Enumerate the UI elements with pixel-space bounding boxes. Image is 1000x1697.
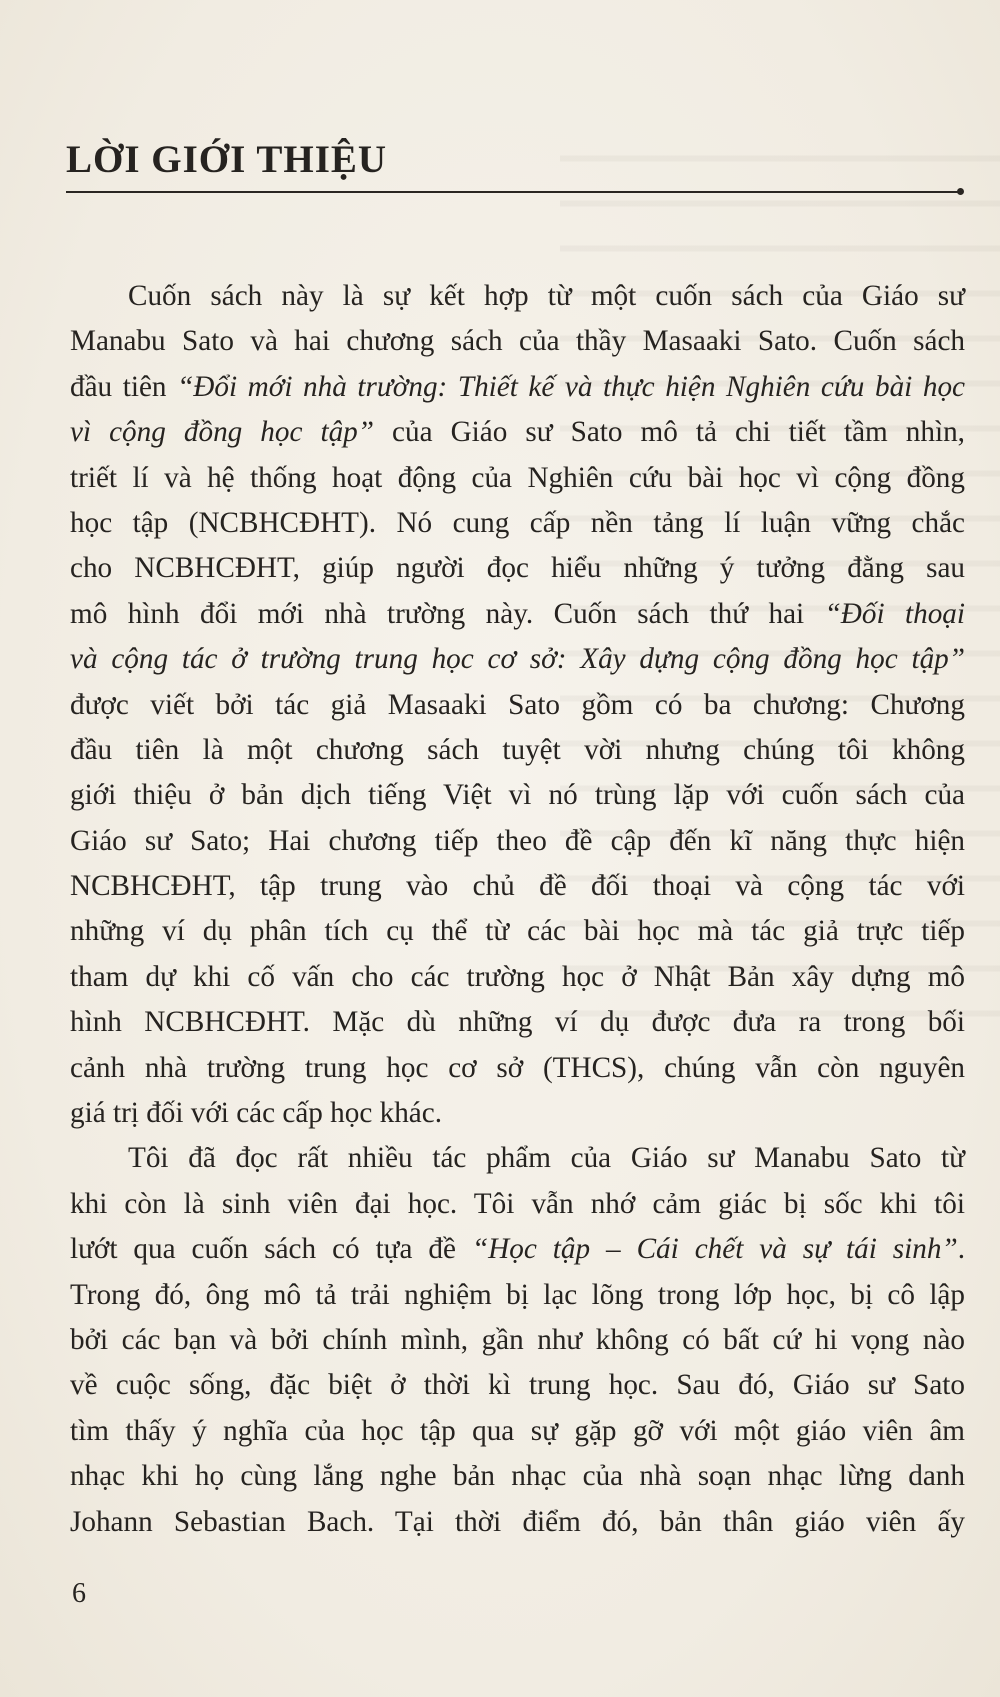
text-line — [70, 410, 965, 455]
book-title-italic: và cộng tác ở trường trung học cơ sở: Xây dựng cộng đồng học tập” — [70, 643, 965, 676]
page-number: 6 — [72, 1578, 86, 1609]
title-underline — [66, 191, 963, 193]
text-run: của Giáo sư Sato mô tả chi tiết tầm nhìn, — [374, 416, 965, 449]
text-line: cảnh nhà trường trung học cơ sở (THCS), chúng vẫn còn nguyên — [70, 1051, 965, 1084]
book-title-italic: vì cộng đồng học tập” — [70, 416, 375, 449]
text-line: những ví dụ phân tích cụ thể từ các bài học mà tác giả trực tiếp — [70, 915, 965, 948]
body-text — [70, 274, 965, 1545]
text-run: mô hình đổi mới nhà trường này. Cuốn sách thứ hai — [70, 597, 825, 630]
text-line: Manabu Sato và hai chương sách của thầy Masaaki Sato. Cuốn sách — [70, 325, 965, 358]
text-line: Giáo sư Sato; Hai chương tiếp theo đề cập đến kĩ năng thực hiện — [70, 824, 965, 857]
text-run: . — [957, 1233, 965, 1266]
text-run: đầu tiên — [70, 370, 178, 403]
text-line: Johann Sebastian Bach. Tại thời điểm đó, bản thân giáo viên ấy — [70, 1505, 965, 1538]
text-line: bởi các bạn và bởi chính mình, gần như không có bất cứ hi vọng nào — [70, 1323, 965, 1356]
text-line: nhạc khi họ cùng lắng nghe bản nhạc của nhà soạn nhạc lừng danh — [70, 1460, 965, 1493]
text-line: triết lí và hệ thống hoạt động của Nghiên cứu bài học vì cộng đồng — [70, 461, 965, 494]
text-line — [70, 637, 965, 682]
text-run: lướt qua cuốn sách có tựa đề — [70, 1233, 472, 1266]
text-line: đầu tiên là một chương sách tuyệt vời nhưng chúng tôi không — [70, 733, 965, 766]
text-line: tìm thấy ý nghĩa của học tập qua sự gặp gỡ với một giáo viên âm — [70, 1414, 965, 1447]
paragraph-1 — [70, 274, 965, 1136]
text-line: được viết bởi tác giả Masaaki Sato gồm có ba chương: Chương — [70, 688, 965, 721]
text-line: học tập (NCBHCĐHT). Nó cung cấp nền tảng lí luận vững chắc — [70, 506, 965, 539]
text-line: Cuốn sách này là sự kết hợp từ một cuốn sách của Giáo sư — [128, 280, 965, 312]
text-line: khi còn là sinh viên đại học. Tôi vẫn nhớ cảm giác bị sốc khi tôi — [70, 1187, 965, 1220]
text-line — [70, 365, 965, 410]
paragraph-2 — [70, 1136, 965, 1545]
book-title-italic: “Đổi mới nhà trường: Thiết kế và thực hiện Nghiên cứu bài học — [177, 370, 965, 403]
text-line: về cuộc sống, đặc biệt ở thời kì trung học. Sau đó, Giáo sư Sato — [70, 1369, 965, 1402]
text-line: hình NCBHCĐHT. Mặc dù những ví dụ được đưa ra trong bối — [70, 1006, 965, 1039]
text-line: tham dự khi cố vấn cho các trường học ở Nhật Bản xây dựng mô — [70, 960, 965, 993]
text-line: giới thiệu ở bản dịch tiếng Việt vì nó trùng lặp với cuốn sách của — [70, 779, 965, 812]
text-line: Trong đó, ông mô tả trải nghiệm bị lạc lõng trong lớp học, bị cô lập — [70, 1278, 965, 1311]
text-line — [70, 592, 965, 637]
text-line: NCBHCĐHT, tập trung vào chủ đề đối thoại và cộng tác với — [70, 870, 965, 903]
text-line: giá trị đối với các cấp học khác. — [70, 1097, 443, 1130]
text-line — [70, 1227, 965, 1272]
book-title-italic: “Đối thoại — [824, 597, 965, 630]
text-line: cho NCBHCĐHT, giúp người đọc hiểu những ý tưởng đằng sau — [70, 552, 965, 585]
book-title-italic: “Học tập – Cái chết và sự tái sinh” — [471, 1233, 958, 1266]
page-title: LỜI GIỚI THIỆU — [66, 138, 388, 181]
text-line: Tôi đã đọc rất nhiều tác phẩm của Giáo sư Manabu Sato từ — [128, 1142, 965, 1175]
title-underline-dot — [957, 188, 964, 195]
